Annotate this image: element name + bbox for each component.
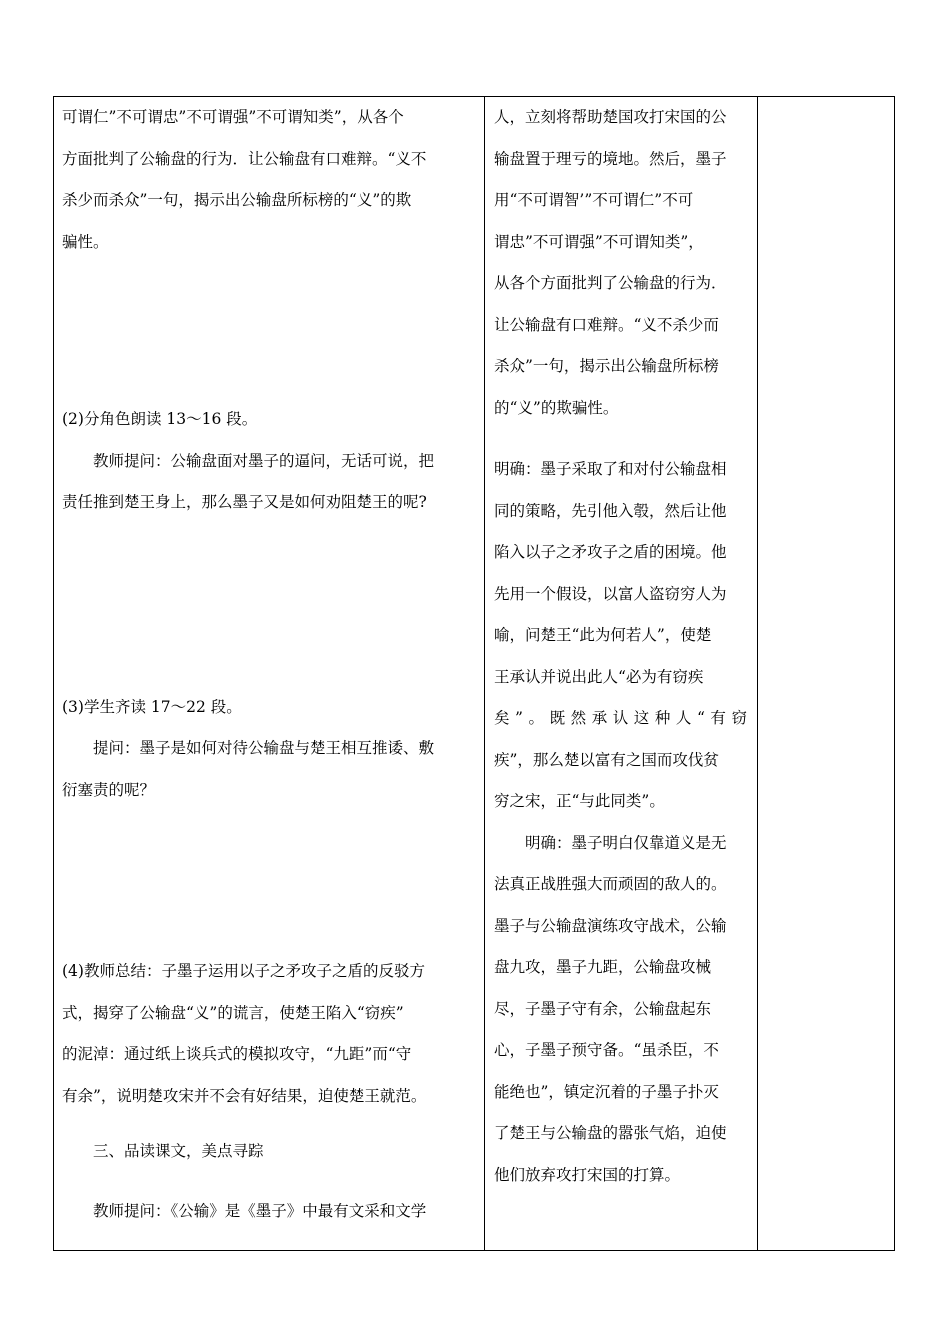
text-line: 先用一个假设，以富人盗窃穷人为 xyxy=(494,584,727,603)
text-line: 他们放弃攻打宋国的打算。 xyxy=(494,1165,681,1184)
lesson-table xyxy=(53,96,895,1251)
text-line: 墨子与公输盘演练攻守战术，公输 xyxy=(494,916,727,935)
text-line: 输盘置于理亏的境地。然后，墨子 xyxy=(494,149,727,168)
left-column xyxy=(62,97,480,1232)
text-line: 杀众”一句，揭示出公输盘所标榜 xyxy=(494,357,719,375)
step3-heading: (3)学生齐读 17～22 段。 xyxy=(62,697,242,716)
text-line: 喻，问楚王“此为何若人”，使楚 xyxy=(494,626,712,644)
text-line: 让公输盘有口难辩。“义不杀少而 xyxy=(494,315,719,334)
text-line: 穷之宋，正“与此同类”。 xyxy=(494,792,665,810)
text-line: 责任推到楚王身上，那么墨子又是如何劝阻楚王的呢? xyxy=(62,493,427,511)
text-line: 尽，子墨子守有余，公输盘起东 xyxy=(494,999,712,1018)
text-line: 法真正战胜强大而顽固的敌人的。 xyxy=(494,875,727,893)
step2-heading: (2)分角色朗读 13～16 段。 xyxy=(62,410,258,428)
text-line: 盘九攻，墨子九距，公输盘攻械 xyxy=(494,958,712,976)
text-line: 陷入以子之矛攻子之盾的困境。他 xyxy=(494,543,727,561)
text-line: 了楚王与公输盘的嚣张气焰，迫使 xyxy=(494,1124,727,1142)
text-line: 用“不可谓智’”不可谓仁”不可 xyxy=(494,191,694,209)
text-line: 从各个方面批判了公输盘的行为． xyxy=(494,274,727,292)
text-line: 能绝也”，镇定沉着的子墨子扑灭 xyxy=(494,1082,719,1101)
text-line: 杀少而杀众”一句，揭示出公输盘所标榜的“义”的欺 xyxy=(62,191,412,209)
text-line: 明确：墨子采取了和对付公输盘相 xyxy=(494,460,727,478)
section3-heading: 三、品读课文，美点寻踪 xyxy=(62,1142,264,1160)
step4-summary-line: 有余”，说明楚攻宋并不会有好结果，迫使楚王就范。 xyxy=(62,1086,427,1105)
text-line: 同的策略，先引他入彀，然后让他 xyxy=(494,501,727,520)
text-line: 王承认并说出此人“必为有窃疾 xyxy=(494,667,704,686)
step4-summary-line: 的泥淖：通过纸上谈兵式的模拟攻守，“九距”而“守 xyxy=(62,1045,412,1063)
section3-question: 教师提问：《公输》是《墨子》中最有文采和文学 xyxy=(62,1201,427,1220)
column-divider-1 xyxy=(484,97,485,1250)
text-line: 衍塞责的呢？ xyxy=(62,780,156,799)
text-line: 矣”。既然承认这种人“有窃 xyxy=(494,709,747,727)
column-divider-2 xyxy=(757,97,758,1250)
right-column xyxy=(494,97,747,1196)
text-line: 心，子墨子预守备。“虽杀臣，不 xyxy=(494,1041,719,1059)
text-line: 疾”，那么楚以富有之国而攻伐贫 xyxy=(494,750,719,769)
text-line: 骗性。 xyxy=(62,232,109,251)
text-line: 的“义”的欺骗性。 xyxy=(494,398,619,417)
step4-summary-line: (4)教师总结：子墨子运用以子之矛攻子之盾的反驳方 xyxy=(62,962,425,980)
text-line: 提问：墨子是如何对待公输盘与楚王相互推诿、敷 xyxy=(62,739,435,757)
text-line: 人，立刻将帮助楚国攻打宋国的公 xyxy=(494,108,727,126)
text-line: 教师提问：公输盘面对墨子的逼问，无话可说，把 xyxy=(62,451,435,470)
text-line: 可谓仁”不可谓忠”不可谓强”不可谓知类”，从各个 xyxy=(62,108,404,126)
text-line: 谓忠”不可谓强”不可谓知类”， xyxy=(494,232,704,251)
text-line: 方面批判了公输盘的行为．让公输盘有口难辩。“义不 xyxy=(62,149,427,168)
text-line: 明确：墨子明白仅靠道义是无 xyxy=(494,833,727,852)
step4-summary-line: 式，揭穿了公输盘“义”的谎言，使楚王陷入“窃疾” xyxy=(62,1003,404,1022)
